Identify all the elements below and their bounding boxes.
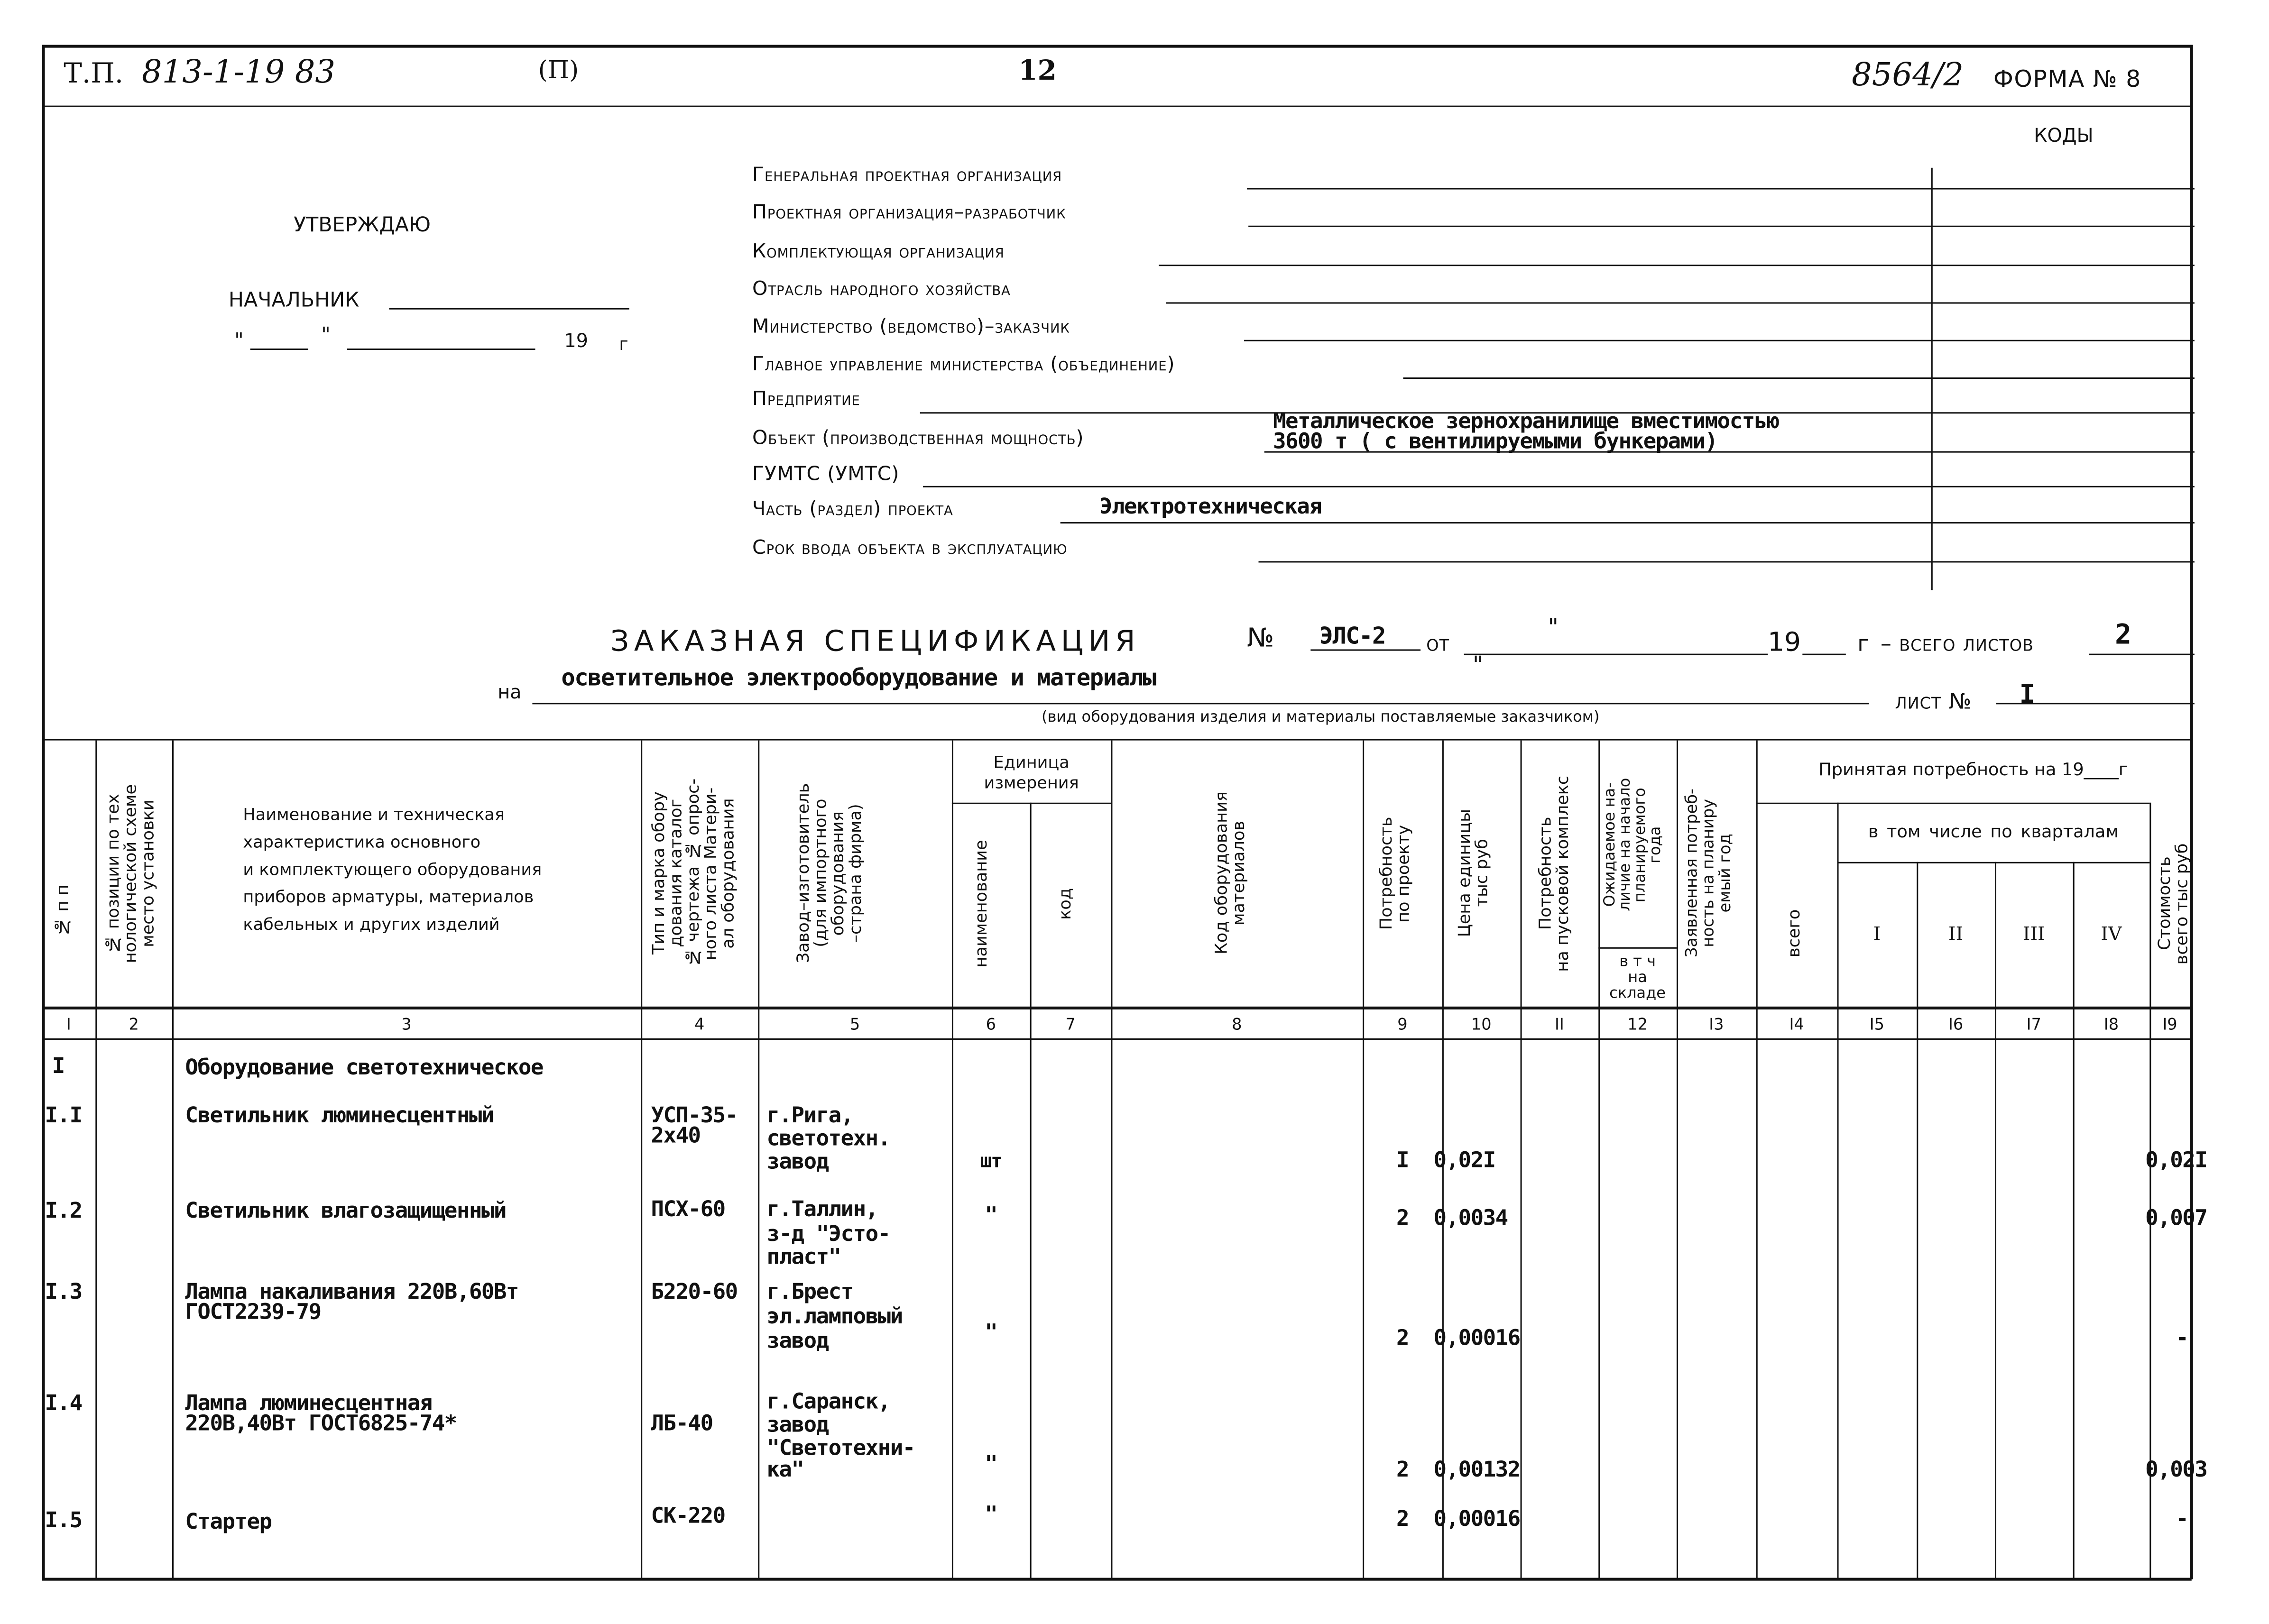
form-code: 8564/2 xyxy=(1852,58,1964,94)
row-total: - xyxy=(2176,1505,2188,1532)
header-accepted: Принятая потребность на 19____г xyxy=(1818,759,2128,780)
spec-subject: осветительное электрооборудование и материалы xyxy=(561,663,1156,691)
header-position: № позиции по тех нологической схеме место установки xyxy=(102,784,158,963)
header-expected: Ожидаемое на- личие на начало планируемого года xyxy=(1601,778,1665,911)
row-maker: пласт" xyxy=(766,1244,841,1270)
col-number: II xyxy=(1554,1015,1564,1034)
row-type: ЛБ-40 xyxy=(651,1410,713,1436)
header-q4: IV xyxy=(2101,924,2122,946)
row-price: 0,00016 xyxy=(1433,1505,1520,1532)
row-number: I.I xyxy=(45,1102,82,1128)
col-number: 3 xyxy=(401,1015,412,1034)
spec-from-label: от xyxy=(1426,630,1450,657)
row-qty: 2 xyxy=(1396,1204,1409,1231)
spec-total-sheets: 2 xyxy=(2115,619,2131,651)
header-unit-code: код xyxy=(1054,888,1075,920)
spec-caption: (вид оборудования изделия и материалы поставляемые заказчиком) xyxy=(1042,708,1600,726)
row-maker: "Светотехни- xyxy=(766,1434,915,1461)
row-name: Лампа люминесцентная xyxy=(185,1390,432,1416)
row-type: 2х40 xyxy=(651,1122,701,1148)
page-number: 12 xyxy=(1018,55,1057,87)
col-number: 8 xyxy=(1232,1015,1242,1034)
spec-year: 19 xyxy=(1768,627,1801,658)
org-field-ministry-label: Министерство (ведомство)–заказчик xyxy=(752,315,1070,339)
row-maker: г.Брест xyxy=(766,1278,853,1305)
row-number: I.4 xyxy=(45,1390,82,1416)
col-number: 7 xyxy=(1065,1015,1076,1034)
org-field-complete-label: Комплектующая организация xyxy=(752,240,1005,264)
spec-quote-1: " xyxy=(1548,613,1559,641)
col-number: 12 xyxy=(1627,1015,1648,1034)
header-in-stock: в т ч на складе xyxy=(1609,953,1666,1002)
header-price: Цена единицы тыс руб xyxy=(1454,809,1492,938)
col-number: 9 xyxy=(1397,1015,1408,1034)
col-number: I5 xyxy=(1869,1015,1885,1034)
header-unit: Единица измерения xyxy=(984,752,1079,793)
col-number: I9 xyxy=(2162,1015,2177,1034)
row-type: Б220-60 xyxy=(651,1278,738,1305)
col-number: 10 xyxy=(1471,1015,1492,1034)
row-maker: г.Рига, xyxy=(766,1102,853,1128)
col-number: I4 xyxy=(1789,1015,1804,1034)
header-row-number: № п п xyxy=(52,885,73,937)
row-qty: 2 xyxy=(1396,1505,1409,1532)
col-number: 2 xyxy=(129,1015,139,1034)
header-launch-demand: Потребность на пусковой комплекс xyxy=(1535,775,1573,972)
date-quote-open: " xyxy=(234,330,244,353)
row-maker: завод xyxy=(766,1148,829,1174)
header-name: Наименование и техническая характеристика основного и комплектующего оборудования приборов арматуры, материалов кабельных и других изделий xyxy=(243,804,542,935)
org-field-gumts-label: ГУМТС (УМТС) xyxy=(752,463,900,486)
row-type: УСП-35- xyxy=(651,1102,738,1128)
org-field-developer-label: Проектная организация–разработчик xyxy=(752,201,1066,224)
row-price: 0,0034 xyxy=(1433,1204,1508,1231)
org-field-deadline-label: Срок ввода объекта в эксплуатацию xyxy=(752,536,1068,560)
header-q3: III xyxy=(2022,924,2045,946)
col-number: I8 xyxy=(2103,1015,2119,1034)
row-unit: " xyxy=(985,1501,997,1527)
header-q1: I xyxy=(1873,924,1881,946)
approve-label: УТВЕРЖДАЮ xyxy=(294,214,431,238)
row-unit: " xyxy=(985,1202,997,1228)
header-maker: Завод–изготовитель (для импортного оборудования –страна фирма) xyxy=(793,783,865,964)
row-price: 0,00132 xyxy=(1433,1456,1520,1483)
row-unit: " xyxy=(985,1450,997,1477)
col-number: I7 xyxy=(2026,1015,2041,1034)
row-total: - xyxy=(2176,1324,2188,1351)
header-type: Тип и марка обору дования каталог № чертежа № опрос- ного листа Матери- ал оборудования xyxy=(648,779,738,968)
col-number: 5 xyxy=(849,1015,860,1034)
spec-number: ЭЛС-2 xyxy=(1319,622,1385,650)
header-unit-name: наименование xyxy=(970,840,991,968)
form-label: ФОРМА № 8 xyxy=(1993,65,2141,93)
spec-year-suffix: г xyxy=(1857,630,1869,657)
row-number: I xyxy=(52,1053,65,1079)
row-type: ПСХ-60 xyxy=(651,1196,725,1222)
tp-prefix: Т.П. xyxy=(64,58,124,90)
header-total-all: всего xyxy=(1783,908,1804,957)
row-number: I.3 xyxy=(45,1278,82,1305)
org-field-main-dept-label: Главное управление министерства (объединение) xyxy=(752,353,1175,376)
row-total: 0,007 xyxy=(2145,1204,2207,1231)
row-maker: г.Таллин, xyxy=(766,1196,878,1222)
header-cost: Стоимость всего тыс руб xyxy=(2154,843,2192,965)
date-quote-mid: " xyxy=(321,324,331,347)
spec-on-label: на xyxy=(498,682,522,705)
col-number: 6 xyxy=(986,1015,996,1034)
col-number: I6 xyxy=(1948,1015,1964,1034)
row-name: Оборудование светотехническое xyxy=(185,1054,543,1081)
approval-year-suffix: г xyxy=(619,334,628,355)
col-number: I xyxy=(66,1015,71,1034)
header-demand: Потребность по проекту xyxy=(1375,817,1413,930)
org-field-industry-label: Отрасль народного хозяйства xyxy=(752,277,1011,301)
row-maker: з-д "Эсто- xyxy=(766,1220,890,1247)
org-field-part-label: Часть (раздел) проекта xyxy=(752,497,953,521)
org-field-enterprise-label: Предприятие xyxy=(752,387,860,411)
row-number: I.5 xyxy=(45,1507,82,1533)
row-maker: г.Саранск, xyxy=(766,1388,890,1414)
spec-sheet: I xyxy=(2019,679,2035,710)
row-name: 220В,40Вт ГОСТ6825-74* xyxy=(185,1410,457,1436)
row-number: I.2 xyxy=(45,1197,82,1224)
letter-code: (П) xyxy=(538,56,579,85)
row-price: 0,00016 xyxy=(1433,1324,1520,1351)
spec-total-label: – всего листов xyxy=(1881,630,2034,657)
row-name: ГОСТ2239-79 xyxy=(185,1298,321,1325)
row-unit: " xyxy=(985,1319,997,1345)
row-unit: шт xyxy=(980,1151,1002,1173)
row-maker: завод xyxy=(766,1327,829,1354)
col-number: I3 xyxy=(1709,1015,1724,1034)
org-field-object-value: Металлическое зернохранилище вместимостью xyxy=(1273,408,1779,434)
row-maker: эл.ламповый xyxy=(766,1303,903,1329)
spec-quote-2: " xyxy=(1472,651,1484,679)
org-field-object-value-2: 3600 т ( с вентилируемыми бункерами) xyxy=(1273,428,1717,454)
row-name: Светильник люминесцентный xyxy=(185,1102,494,1128)
row-maker: завод xyxy=(766,1411,829,1438)
org-field-general-label: Генеральная проектная организация xyxy=(752,163,1062,187)
org-field-object-label: Объект (производственная мощность) xyxy=(752,426,1084,450)
row-type: СК-220 xyxy=(651,1502,725,1529)
row-name: Лампа накаливания 220В,60Вт xyxy=(185,1278,518,1305)
spec-number-label: № xyxy=(1247,623,1274,654)
codes-label: КОДЫ xyxy=(2034,126,2094,148)
row-total: 0,003 xyxy=(2145,1456,2207,1483)
spec-sheet-label: лист № xyxy=(1895,688,1972,715)
header-declared: Заявленная потреб- ность на планиру емый год xyxy=(1682,789,1734,958)
row-qty: 2 xyxy=(1396,1324,1409,1351)
row-maker: ка" xyxy=(766,1456,804,1483)
header-quarters: в том числе по кварталам xyxy=(1868,821,2119,842)
org-field-part-value: Электротехническая xyxy=(1099,493,1322,519)
row-name: Светильник влагозащищенный xyxy=(185,1197,506,1224)
row-price: 0,02I xyxy=(1433,1147,1495,1173)
col-number: 4 xyxy=(694,1015,705,1034)
spec-title: ЗАКАЗНАЯ СПЕЦИФИКАЦИЯ xyxy=(610,623,1141,658)
header-q2: II xyxy=(1948,924,1964,946)
chief-label: НАЧАЛЬНИК xyxy=(228,289,360,312)
row-qty: I xyxy=(1396,1147,1409,1173)
row-total: 0,02I xyxy=(2145,1147,2207,1173)
approval-year: 19 xyxy=(564,331,588,353)
row-qty: 2 xyxy=(1396,1456,1409,1483)
row-maker: светотехн. xyxy=(766,1125,890,1151)
row-name: Стартер xyxy=(185,1508,272,1535)
tp-number: 813-1-19 83 xyxy=(141,55,336,92)
header-equipment-code: Код оборудования материалов xyxy=(1210,792,1249,955)
